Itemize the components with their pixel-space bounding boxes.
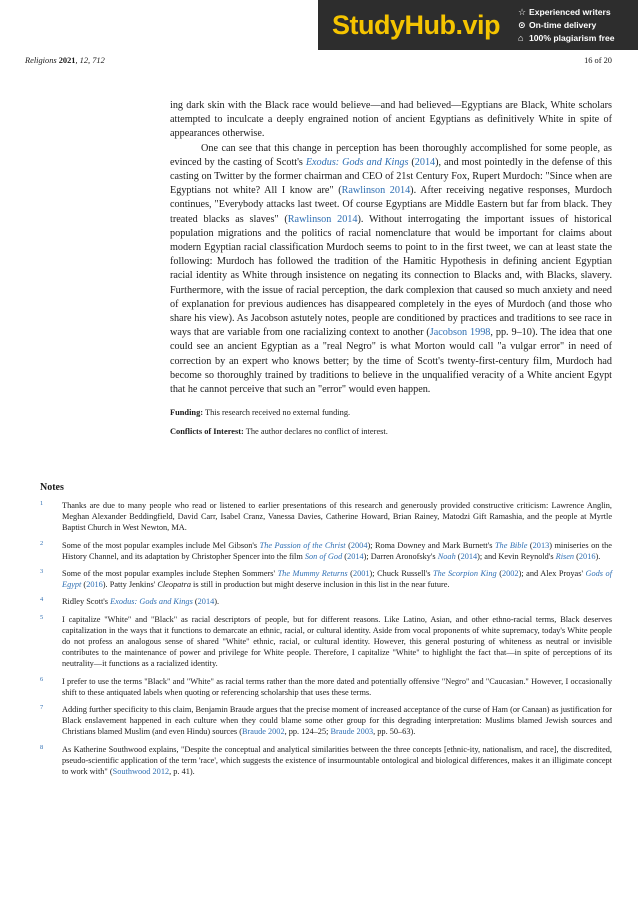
journal-name: Religions (25, 56, 57, 65)
feature-label: 100% plagiarism free (529, 32, 615, 43)
running-header: Religions 2021, 12, 712 (25, 56, 105, 65)
note-item: 1 Thanks are due to many people who read or listened to earlier presentations of this research and generously provided constructive criticism: Lawrence Anglin, Meghan Alexander Beddingfield, David Carr, Isabel Cranz, Vanessa Davies, Catherine Howard, Brian Rainey, Matodzi Gift Ramashia, and the people at Myrtle Baptist Church in West Newton, MA. (40, 500, 612, 533)
film-link[interactable]: Exodus: Gods and Kings (110, 597, 193, 607)
journal-volume: 12 (79, 56, 89, 65)
note-number[interactable]: 3 (40, 568, 44, 576)
note-number[interactable]: 4 (40, 596, 44, 604)
article-number: , 712 (88, 56, 105, 65)
year-link[interactable]: 2001 (352, 569, 370, 579)
page-number: 16 of 20 (584, 56, 612, 65)
studyhub-logo[interactable]: StudyHub.vip (332, 9, 500, 40)
film-link[interactable]: Gods of Egypt (62, 569, 613, 590)
film-link[interactable]: Son of God (304, 551, 343, 561)
note-number[interactable]: 5 (40, 613, 44, 621)
film-title: Cleopatra (157, 580, 191, 590)
note-item: 3 Some of the most popular examples include Stephen Sommers' The Mummy Returns (2001); Chuck Russell's The Scorpion King (2002); and Alex Proyas' Gods of Egypt (2016). Patty Jenkins' Cleopatra is still in production but might deserve inclusion in this list in the near future. (40, 568, 613, 590)
film-link[interactable]: The Mummy Returns (277, 569, 348, 579)
percent-icon: ⌂ (518, 32, 524, 43)
funding-statement: Funding: This research received no external funding. (170, 408, 351, 418)
year-link[interactable]: 2004 (350, 540, 368, 550)
note-item: 8 As Katherine Southwood explains, "Despite the conceptual and analytical similarities between the three concepts [ethnic-ity, nationalism, and race], the discredited, pseudo-scientific application of the term 'race', which suggests the existence of insurmountable ontological and biological differences, makes it an illigimate concept to work with" (Southwood 2012, p. 41). (40, 743, 612, 777)
banner-features (514, 0, 638, 50)
note-number[interactable]: 6 (40, 675, 44, 683)
film-link[interactable]: The Bible (494, 540, 528, 550)
year-link[interactable]: 2014 (347, 551, 364, 561)
note-item: 7 Adding further specificity to this claim, Benjamin Braude argues that the precise moment of increased acceptance of the curse of Ham (or Canaan) as justification for Black enslavement happened in each culture when they could blame some other group for this degrading interpretation: Muslims blamed Jewish sources and Christians blamed Muslim (and even Hindu) sources (Braude 2002, pp. 124–25; Braude 2003, pp. 50–63). (40, 704, 612, 737)
note-item: 6 I prefer to use the terms "Black" and "White" as racial terms rather than the more dated and potentially offensive "Negro" and "Caucasian." However, I occasionally shift to these antiquated labels when quoting or referencing scholarship that uses these terms. (40, 675, 612, 697)
film-link[interactable]: Exodus: Gods and Kings (305, 156, 409, 168)
notes-heading: Notes (40, 482, 64, 493)
year-link[interactable]: 2016 (86, 580, 103, 590)
note-number[interactable]: 1 (40, 500, 44, 507)
year-link[interactable]: 2002 (501, 569, 519, 579)
note-number[interactable]: 7 (40, 704, 44, 712)
feature-plagiarism-free (518, 32, 638, 45)
citation-link[interactable]: Rawlinson 2014 (341, 185, 411, 197)
citation-link[interactable]: Jacobson 1998 (429, 327, 491, 339)
film-link[interactable]: Risen (555, 551, 575, 561)
feature-on-time-delivery (518, 19, 638, 32)
paragraph-murdoch: One can see that this change in perception has been thoroughly accomplished for some people, as evinced by the casting of Scott's Exodus: Gods and Kings (2014), and most pointedly in the defense of this casting on Twitter by the former chairman and CEO of 21st Century Fox, Rupert Murdoch: "Since when are Egyptians not white? All I know are" (Rawlinson 2014). After receiving negative responses, Murdoch continues, "Everybody attacks last tweet. Of course Egyptians are Middle Eastern but far from black. They treated blacks as slaves" (Rawlinson 2014). Without interrogating the important issues of historical population migrations and the politics of racial nomenclature that would be important for claims about modern Egyptian racial classification Murdoch seems to point to in the first tweet, we can at least state the following: Murdoch has followed the tradition of the Hamitic Hypothesis in defining ancient Egyptian racial identity as White through insistence on negating its connection to Blacks and, with Blacks, slavery. Furthermore, with the issue of racial perception, the dark complexion that caused so much anxiety and need of explanation for previous audiences has disappeared completely in the eyes of Murdoch (and those who share his view). As Jacobson astutely notes, people are conditioned by practices and traditions to see race in ways that are variable from one racializing context to another (Jacobson 1998, pp. 9–10). The idea that one could see an ancient Egyptian as a "real Negro" is what Morton would call "a vulgar error" in need of correction by an expert who knows better; by the time of Scott's twenty-first-century film, Murdoch had become so thoroughly trained by traditions to believe in the unqualified veracity of a White ancient Egypt that he cannot perceive that such an "error" would even happen. (170, 142, 612, 396)
paragraph-continued: ing dark skin with the Black race would believe—and had believed—Egyptians are Black, White scholars attempted to inculcate a deeply engrained notion of ancient Egyptians as definitively White in spite of appearances otherwise. (170, 100, 612, 140)
year-link[interactable]: 2013 (532, 540, 550, 550)
film-link[interactable]: Noah (437, 551, 456, 561)
main-text (170, 99, 612, 437)
citation-link[interactable]: Rawlinson 2014 (287, 213, 358, 225)
star-icon: ☆ (518, 6, 527, 17)
film-link[interactable]: The Scorpion King (433, 569, 497, 579)
feature-experienced-writers (518, 6, 638, 19)
note-item: 5 I capitalize "White" and "Black" as racial descriptors of people, but for different reasons. Like Latino, Asian, and other ethno-racial terms, Black deserves capitalization in the ways that it functions to demarcate an ethnic, racial, or cultural identity. Aside from vocal proponents of white supremacy, today's White people do not profess an analogous sense of shared "White" ethnic, racial, or cultural identity. However, this general posturing of whiteness as neutral or invisible contributes to the maintenance of power and privilege for White people. Therefore, I capitalize "White" to highlight the fact that—in spite of perceptions of its neutrality—it functions as a racialized identity. (40, 613, 612, 669)
journal-year: 2021 (58, 56, 76, 65)
note-number[interactable]: 2 (40, 539, 44, 547)
feature-label: Experienced writers (529, 6, 611, 17)
conflicts-statement: Conflicts of Interest: The author declares no conflict of interest. (170, 427, 388, 437)
year-link[interactable]: 2016 (578, 551, 596, 561)
note-item: 4 Ridley Scott's Exodus: Gods and Kings (2014). (40, 596, 220, 607)
citation-link[interactable]: Braude 2002 (241, 727, 285, 737)
note-number[interactable]: 8 (40, 743, 44, 751)
year-link[interactable]: 2014 (460, 551, 478, 561)
note-item: 2 Some of the most popular examples include Mel Gibson's The Passion of the Christ (2004); Roma Downey and Mark Burnett's The Bible (2013) miniseries on the History Channel, and its adaptation by Christopher Spencer into the film Son of God (2014); Darren Aronofsky's Noah (2014); and Kevin Reynold's Risen (2016). (40, 539, 612, 561)
ad-banner[interactable] (318, 0, 638, 50)
film-link[interactable]: The Passion of the Christ (259, 540, 346, 550)
citation-link[interactable]: Braude 2003 (330, 727, 374, 737)
notes-list (40, 500, 612, 783)
feature-label: On-time delivery (529, 19, 597, 30)
citation-link[interactable]: Southwood 2012 (112, 767, 170, 777)
year-link[interactable]: 2014 (414, 156, 436, 168)
year-link[interactable]: 2014 (197, 597, 215, 607)
clock-icon: ⊙ (518, 19, 526, 30)
